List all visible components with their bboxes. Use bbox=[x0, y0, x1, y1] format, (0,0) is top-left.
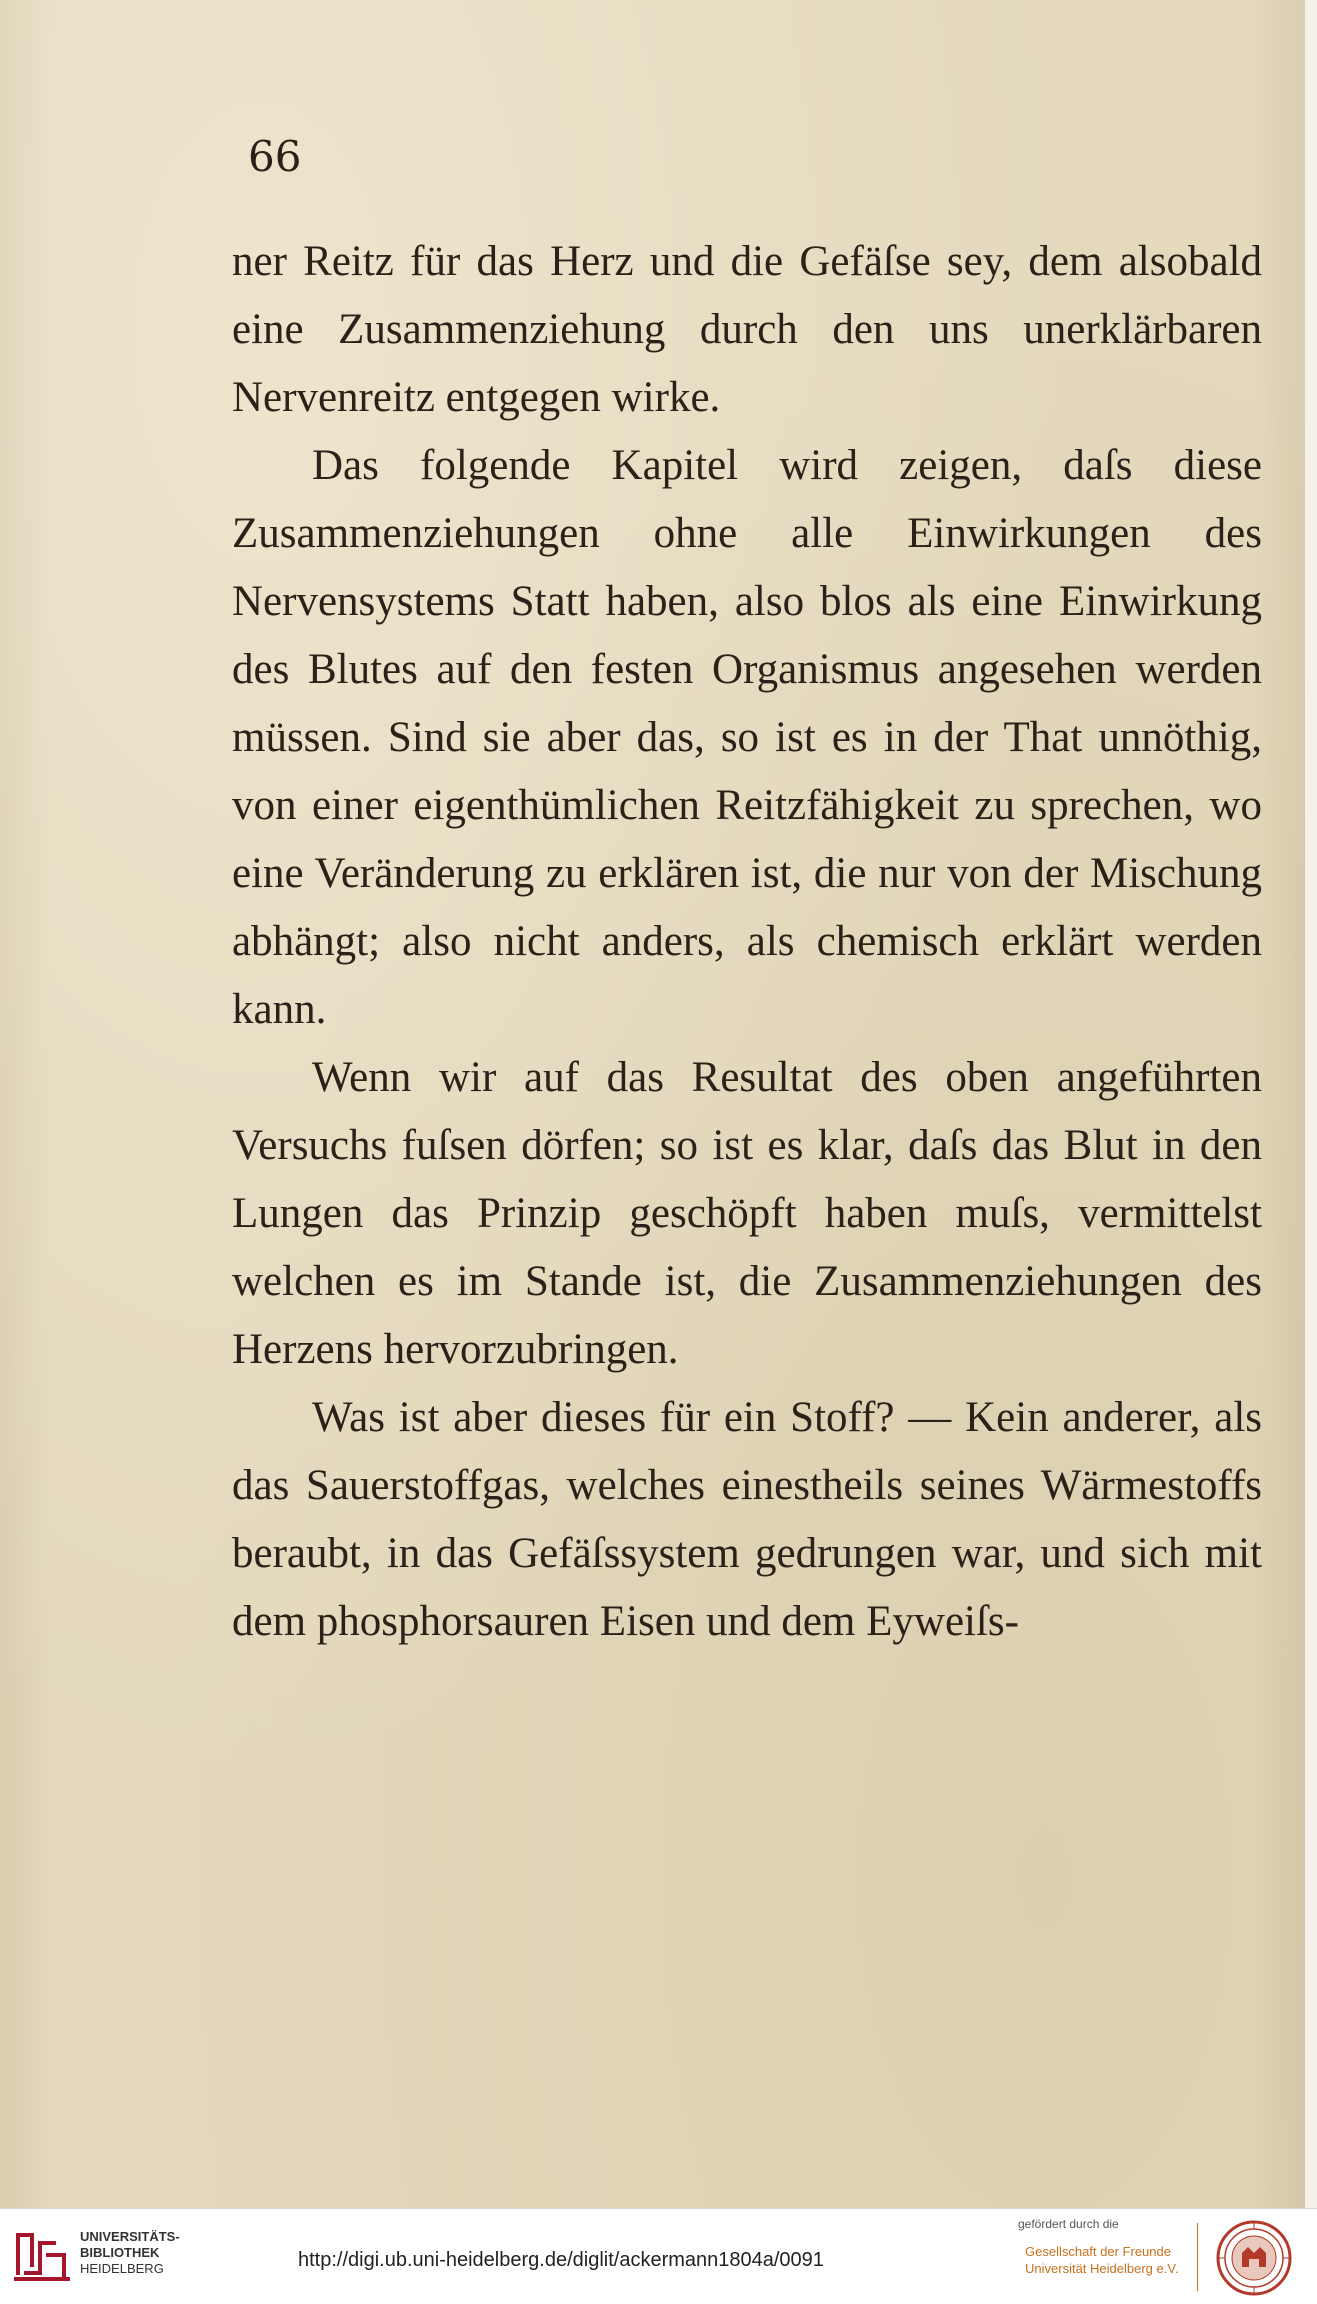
library-name bbox=[80, 2229, 180, 2277]
paragraph-4: Was ist aber dieses für ein Stoff? — Kein anderer, als das Sauerstoffgas, welches einestheils seines Wärmestoffs beraubt, in das Gefäſssystem gedrungen war, und sich mit dem phosphorsauren Eisen und dem Eyweiſs- bbox=[232, 1394, 1262, 1645]
permalink-url[interactable]: http://digi.ub.uni-heidelberg.de/diglit/ackermann1804a/0091 bbox=[298, 2249, 824, 2271]
paragraph-2: Das folgende Kapitel wird zeigen, daſs diese Zusammenziehungen ohne alle Einwirkungen des Nervensystems Statt haben, also blos als eine Einwirkung des Blutes auf den festen Organismus angesehen werden müssen. Sind sie aber das, so ist es in der That unnöthig, von einer eigenthümlichen Reitzfähigkeit zu sprechen, wo eine Veränderung zu erklären ist, die nur von der Mischung abhängt; also nicht anders, als chemisch erklärt werden kann. bbox=[232, 442, 1262, 1033]
page-number: 66 bbox=[248, 132, 302, 181]
society-divider bbox=[1197, 2223, 1198, 2291]
library-name-line-2: BIBLIOTHEK bbox=[80, 2245, 160, 2260]
body-text bbox=[232, 228, 1262, 1656]
funding-label: gefördert durch die bbox=[1018, 2217, 1119, 2231]
library-name-line-3: HEIDELBERG bbox=[80, 2261, 164, 2276]
library-name-line-1: UNIVERSITÄTS- bbox=[80, 2229, 180, 2244]
paragraph-1: ner Reitz für das Herz und die Gefäſse sey, dem alsobald eine Zusammenziehung durch den uns unerklärbaren Nervenreitz entgegen wirke. bbox=[232, 238, 1262, 421]
footer-bar bbox=[0, 2208, 1317, 2304]
society-name[interactable] bbox=[1025, 2243, 1178, 2277]
society-name-line-2: Universität Heidelberg e.V. bbox=[1025, 2261, 1179, 2276]
society-name-line-1: Gesellschaft der Freunde bbox=[1025, 2244, 1171, 2259]
ub-heidelberg-logo-icon[interactable] bbox=[12, 2225, 72, 2285]
page-edge bbox=[1305, 0, 1317, 2208]
university-seal-icon[interactable] bbox=[1215, 2219, 1293, 2297]
paragraph-3: Wenn wir auf das Resultat des oben angeführten Versuchs fuſsen dörfen; so ist es klar, daſs das Blut in den Lungen das Prinzip geschöpft haben muſs, vermittelst welchen es im Stande ist, die Zusammenziehungen des Herzens hervorzubringen. bbox=[232, 1054, 1262, 1373]
